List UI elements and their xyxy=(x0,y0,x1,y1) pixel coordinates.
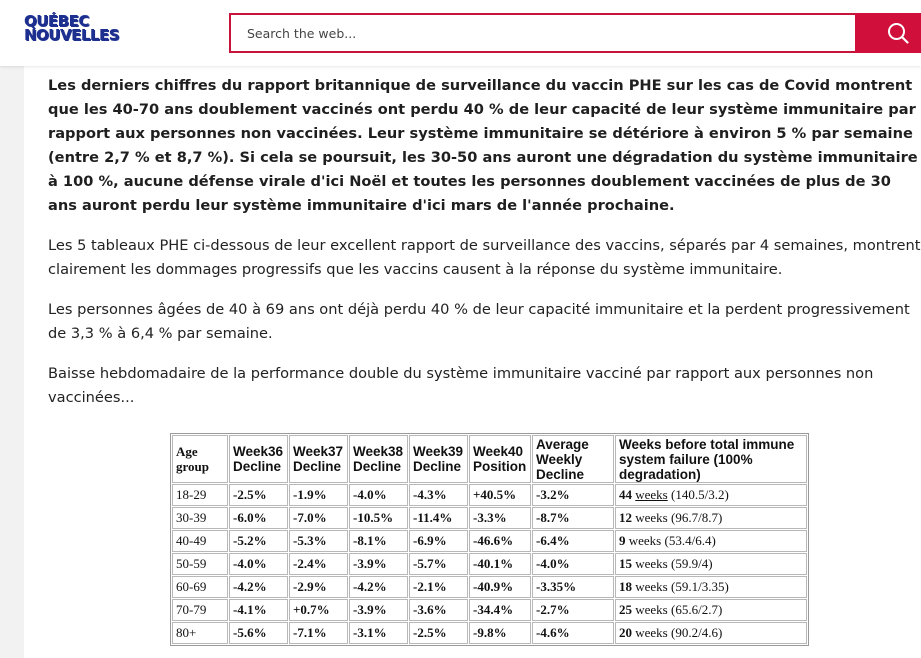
cell-age-group: 50-59 xyxy=(172,553,228,575)
logo-line-1: QUÉBEC xyxy=(24,12,89,30)
weeks-calculation: (90.2/4.6) xyxy=(671,625,723,640)
article-paragraph: Les 5 tableaux PHE ci-dessous de leur excellent rapport de surveillance des vaccins, séparés par 4 semaines, montrent clairement les dommages progressifs que les vaccins causent à la réponse du système immunitaire. xyxy=(48,237,921,278)
weeks-calculation: (59.1/3.35) xyxy=(671,579,729,594)
weeks-word: weeks xyxy=(635,487,668,502)
weeks-word: weeks xyxy=(635,625,668,640)
table-row xyxy=(172,576,807,598)
site-logo[interactable] xyxy=(24,14,124,46)
cell-w38: -10.5% xyxy=(349,507,408,529)
cell-w36: -4.1% xyxy=(229,599,288,621)
cell-avg: -4.6% xyxy=(532,622,614,644)
cell-avg: -2.7% xyxy=(532,599,614,621)
weeks-count: 12 xyxy=(619,510,632,525)
cell-weeks-before-failure xyxy=(615,507,807,529)
cell-weeks-before-failure xyxy=(615,599,807,621)
cell-age-group: 30-39 xyxy=(172,507,228,529)
cell-w40: -9.8% xyxy=(469,622,531,644)
cell-w40: +40.5% xyxy=(469,484,531,506)
col-header-week38: Week38 Decline xyxy=(349,435,408,483)
col-header-average: Average Weekly Decline xyxy=(532,435,614,483)
table-header-row xyxy=(172,435,807,483)
cell-w36: -5.2% xyxy=(229,530,288,552)
article-paragraph: Les personnes âgées de 40 à 69 ans ont déjà perdu 40 % de leur capacité immunitaire et la perdent progressivement de 3,3 % à 6,4 % par semaine. xyxy=(48,301,910,342)
weeks-word: weeks xyxy=(635,579,668,594)
cell-age-group: 40-49 xyxy=(172,530,228,552)
weeks-word: weeks xyxy=(635,556,668,571)
logo-line-2: NOUVELLES xyxy=(24,26,120,44)
table-row xyxy=(172,599,807,621)
cell-w37: -2.4% xyxy=(289,553,348,575)
article-body xyxy=(48,74,921,426)
search-button[interactable] xyxy=(855,13,921,53)
weeks-calculation: (96.7/8.7) xyxy=(671,510,723,525)
cell-w38: -3.9% xyxy=(349,553,408,575)
weeks-word: weeks xyxy=(635,510,668,525)
col-header-age: Age group xyxy=(172,435,228,483)
immune-decline-table xyxy=(170,433,809,646)
cell-w40: -3.3% xyxy=(469,507,531,529)
cell-avg: -4.0% xyxy=(532,553,614,575)
weeks-count: 20 xyxy=(619,625,632,640)
weeks-calculation: (140.5/3.2) xyxy=(671,487,729,502)
cell-avg: -8.7% xyxy=(532,507,614,529)
cell-age-group: 60-69 xyxy=(172,576,228,598)
weeks-word: weeks xyxy=(628,533,662,548)
cell-w40: -40.9% xyxy=(469,576,531,598)
cell-w36: -4.0% xyxy=(229,553,288,575)
cell-w37: -7.1% xyxy=(289,622,348,644)
weeks-count: 9 xyxy=(619,533,626,548)
weeks-calculation: (59.9/4) xyxy=(671,556,713,571)
cell-w37: -5.3% xyxy=(289,530,348,552)
article-paragraph: Baisse hebdomadaire de la performance double du système immunitaire vacciné par rapport aux personnes non vaccinées... xyxy=(48,365,874,406)
weeks-count: 15 xyxy=(619,556,632,571)
cell-w38: -4.0% xyxy=(349,484,408,506)
weeks-word: weeks xyxy=(635,602,668,617)
cell-avg: -6.4% xyxy=(532,530,614,552)
cell-w38: -8.1% xyxy=(349,530,408,552)
weeks-calculation: (65.6/2.7) xyxy=(671,602,723,617)
cell-w37: -7.0% xyxy=(289,507,348,529)
cell-w39: -2.1% xyxy=(409,576,468,598)
cell-age-group: 70-79 xyxy=(172,599,228,621)
cell-w38: -4.2% xyxy=(349,576,408,598)
table-row xyxy=(172,530,807,552)
cell-age-group: 80+ xyxy=(172,622,228,644)
cell-weeks-before-failure xyxy=(615,530,807,552)
cell-w40: -40.1% xyxy=(469,553,531,575)
cell-w40: -46.6% xyxy=(469,530,531,552)
article-paragraph-intro: Les derniers chiffres du rapport britannique de surveillance du vaccin PHE sur les cas de Covid montrent que les 40-70 ans doublement vaccinés ont perdu 40 % de leur capacité de leur système immunitaire par rapport aux personnes non vaccinées. Leur système immunitaire se détériore à environ 5 % par semaine (entre 2,7 % et 8,7 %). Si cela se poursuit, les 30-50 ans auront une dégradation du système immunitaire à 100 %, aucune défense virale d'ici Noël et toutes les personnes doublement vaccinées de plus de 30 ans auront perdu leur système immunitaire d'ici mars de l'année prochaine. xyxy=(48,77,918,214)
cell-avg: -3.2% xyxy=(532,484,614,506)
table-row xyxy=(172,622,807,644)
data-table xyxy=(170,433,809,646)
cell-avg: -3.35% xyxy=(532,576,614,598)
search-input[interactable] xyxy=(229,13,871,53)
col-header-weeks-before: Weeks before total immune system failure (100% degradation) xyxy=(615,435,807,483)
cell-w39: -6.9% xyxy=(409,530,468,552)
weeks-count: 18 xyxy=(619,579,632,594)
col-header-week39: Week39 Decline xyxy=(409,435,468,483)
cell-w39: -2.5% xyxy=(409,622,468,644)
cell-w36: -5.6% xyxy=(229,622,288,644)
cell-weeks-before-failure xyxy=(615,553,807,575)
cell-w37: -2.9% xyxy=(289,576,348,598)
search-icon xyxy=(887,22,909,44)
weeks-count: 44 xyxy=(619,487,632,502)
cell-w39: -3.6% xyxy=(409,599,468,621)
cell-w39: -4.3% xyxy=(409,484,468,506)
col-header-week40: Week40 Position xyxy=(469,435,531,483)
cell-w38: -3.1% xyxy=(349,622,408,644)
cell-w40: -34.4% xyxy=(469,599,531,621)
table-body xyxy=(172,484,807,644)
cell-weeks-before-failure xyxy=(615,576,807,598)
table-row xyxy=(172,553,807,575)
site-header xyxy=(0,0,921,66)
cell-w39: -5.7% xyxy=(409,553,468,575)
cell-weeks-before-failure xyxy=(615,622,807,644)
col-header-week36: Week36 Decline xyxy=(229,435,288,483)
search-bar xyxy=(229,13,921,51)
table-row xyxy=(172,484,807,506)
cell-w39: -11.4% xyxy=(409,507,468,529)
cell-w36: -6.0% xyxy=(229,507,288,529)
cell-w36: -2.5% xyxy=(229,484,288,506)
table-row xyxy=(172,507,807,529)
col-header-week37: Week37 Decline xyxy=(289,435,348,483)
cell-w37: +0.7% xyxy=(289,599,348,621)
weeks-count: 25 xyxy=(619,602,632,617)
cell-age-group: 18-29 xyxy=(172,484,228,506)
cell-w37: -1.9% xyxy=(289,484,348,506)
left-gutter xyxy=(0,66,24,658)
weeks-calculation: (53.4/6.4) xyxy=(664,533,716,548)
cell-w38: -3.9% xyxy=(349,599,408,621)
cell-weeks-before-failure xyxy=(615,484,807,506)
cell-w36: -4.2% xyxy=(229,576,288,598)
